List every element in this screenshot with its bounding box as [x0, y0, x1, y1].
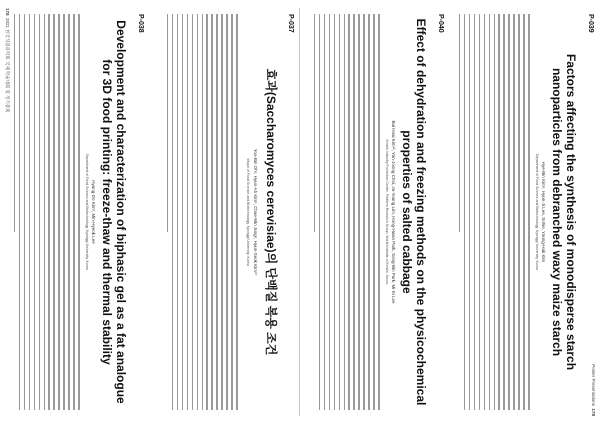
abstract-card-p037	[150, 0, 300, 424]
poster-authors: Hyung-Do Kim¹, Min-Hyeok Lee	[91, 180, 96, 244]
poster-affiliation: Department of Food Science and Biotechnology, Kyonggi University, Korea	[535, 153, 539, 271]
poster-code: P-039	[587, 14, 594, 33]
abstract-body	[10, 14, 80, 410]
section-label: Poster Presentations	[591, 364, 596, 406]
poster-affiliation: ¹Major of Food Science and Biotechnology, Kyonggi University, Korea	[246, 158, 250, 266]
poster-code: P-038	[137, 14, 144, 33]
page-number: 178	[591, 408, 596, 416]
poster-title: 효과(Saccharomyces cerevisiae)의 단백질 복용 조건	[264, 68, 278, 356]
page-header-right	[588, 8, 598, 416]
poster-title: Factors affecting the synthesis of monodisperse starch nanoparticles from debranched waxy maize starch	[550, 53, 578, 371]
abstract-card-p039	[450, 0, 600, 424]
abstract-body	[310, 14, 380, 410]
conference-name: 2021 한국식품과학회 국제 학술대회 및 정기총회	[5, 18, 10, 113]
poster-affiliation: Kimchi Industry Promotion Center, Platform Research Group, World Institute of Kimchi, Korea	[385, 139, 389, 285]
page-number: 178	[5, 8, 10, 16]
poster-authors: Hye-Bin Kim¹, Hyun-Ji Lee, Sohie, Young-Hak Kim	[541, 161, 546, 263]
abstract-body	[455, 14, 530, 410]
abstract-card-p040	[300, 0, 450, 424]
right-column	[300, 0, 600, 424]
poster-title: Effect of dehydration and freezing methods on the physicochemical properties of salted cabbage	[400, 18, 428, 406]
page-footer-left	[2, 8, 12, 416]
abstract-body	[163, 14, 238, 410]
poster-affiliation: Department of Food Science and Biotechnology, Kyonggi University, Korea	[85, 153, 89, 271]
poster-authors: Yoo-Bin Oh¹, Hyun-Ah Kim¹, Chae-Min Jung¹, Hyun-Seok Kim¹*	[253, 148, 258, 276]
poster-authors: Bui Hoai Kim¹², Yun-Joong Choi, Ju-Young Lim, Hong-Hwan Park, Song-Bin Park, Mi-Ki Lee	[391, 120, 396, 304]
abstract-card-p038	[0, 0, 150, 424]
poster-code: P-037	[287, 14, 294, 33]
poster-code: P-040	[437, 14, 444, 33]
poster-title: Development and characterization of biphasic gel as a fat analogue for 3D food printing: freeze-thaw and thermal stability	[100, 20, 128, 404]
